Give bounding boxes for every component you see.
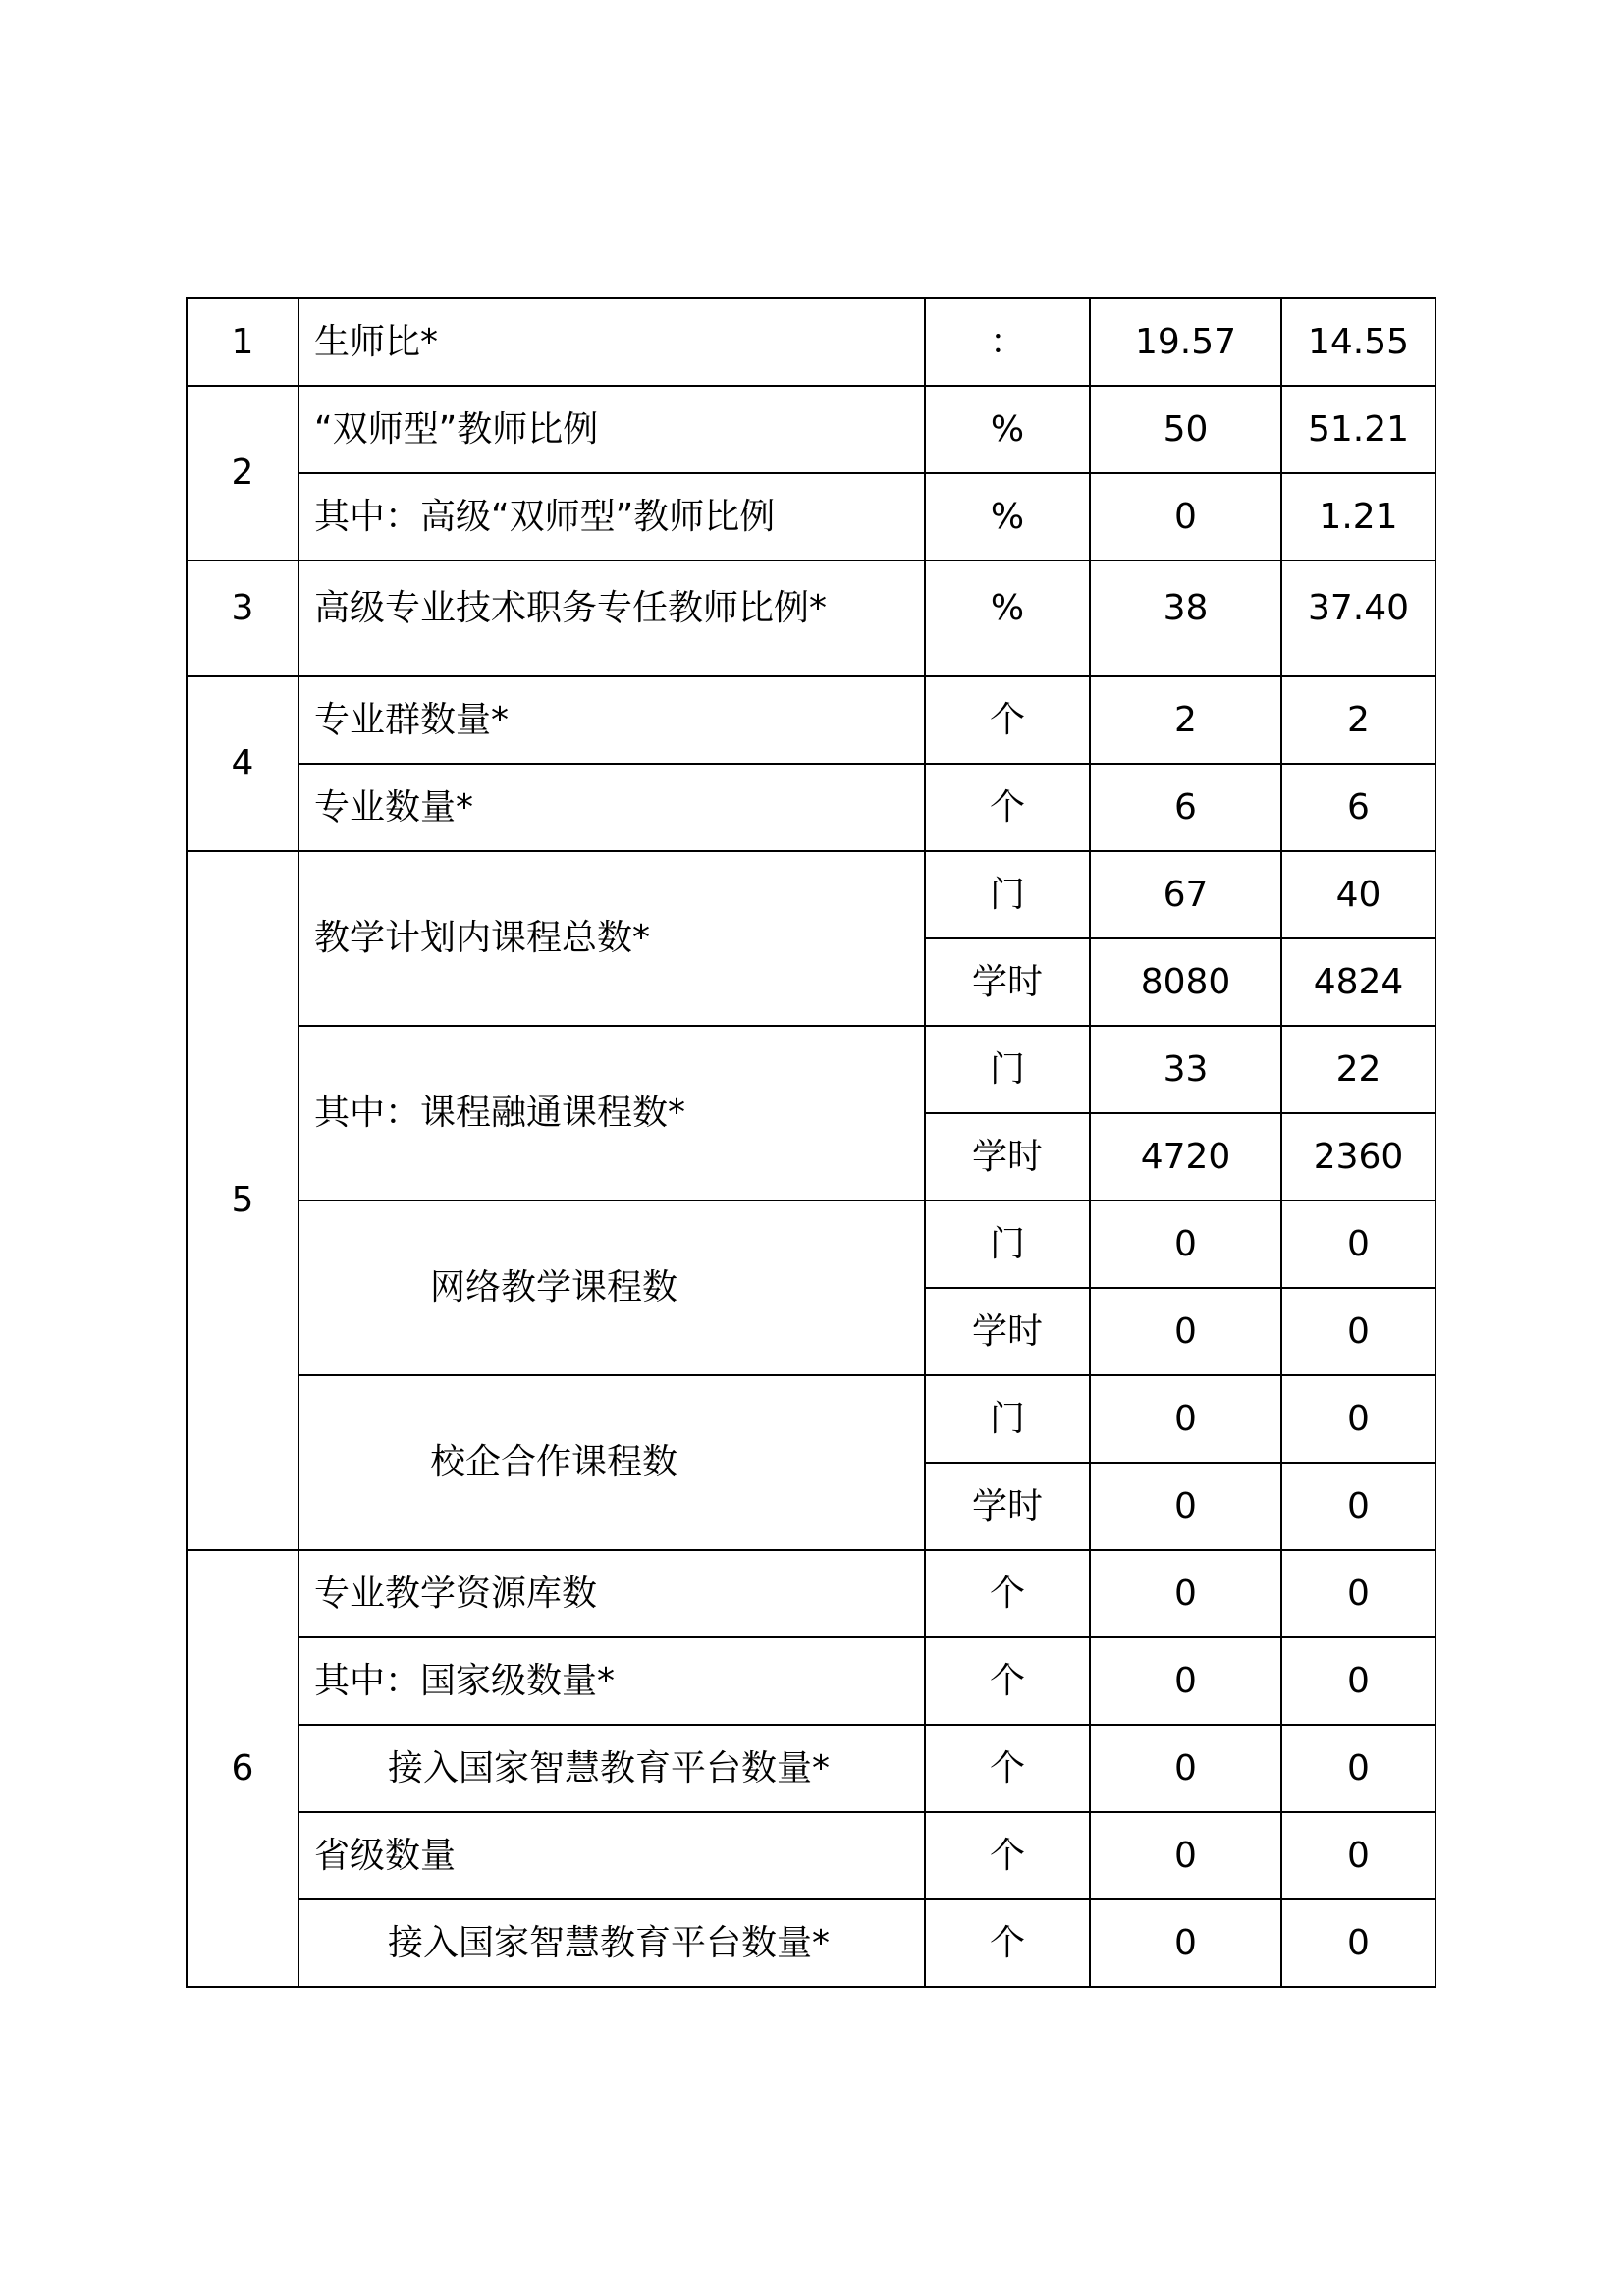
table-row [187, 1637, 1435, 1725]
row-number: 2 [187, 386, 298, 561]
table-row [187, 561, 1435, 676]
unit-cell: 学时 [925, 938, 1090, 1026]
value-cell: 50 [1090, 386, 1281, 473]
value-cell: 0 [1281, 1375, 1435, 1463]
indicator-name: 校企合作课程数 [298, 1375, 925, 1550]
unit-cell: 门 [925, 1026, 1090, 1113]
table-row [187, 1725, 1435, 1812]
unit-cell: % [925, 386, 1090, 473]
row-number: 3 [187, 561, 298, 676]
value-cell: 0 [1281, 1725, 1435, 1812]
indicator-name: 其中：课程融通课程数* [298, 1026, 925, 1201]
table-row [187, 1550, 1435, 1637]
value-cell: 0 [1090, 1288, 1281, 1375]
unit-cell: % [925, 561, 1090, 676]
value-cell: 0 [1090, 1375, 1281, 1463]
table-row [187, 473, 1435, 561]
table-row [187, 1375, 1435, 1463]
table-row [187, 1812, 1435, 1899]
table-row [187, 764, 1435, 851]
unit-cell: ： [925, 298, 1090, 386]
table-row [187, 1201, 1435, 1288]
unit-cell: 个 [925, 1899, 1090, 1987]
unit-cell: 个 [925, 676, 1090, 764]
table-row [187, 851, 1435, 938]
indicator-name: 专业群数量* [298, 676, 925, 764]
value-cell: 19.57 [1090, 298, 1281, 386]
table-row [187, 386, 1435, 473]
unit-cell: 学时 [925, 1463, 1090, 1550]
unit-cell: 个 [925, 1637, 1090, 1725]
value-cell: 0 [1090, 1899, 1281, 1987]
unit-cell: 学时 [925, 1113, 1090, 1201]
unit-cell: 门 [925, 851, 1090, 938]
value-cell: 37.40 [1281, 561, 1435, 676]
value-cell: 0 [1281, 1463, 1435, 1550]
value-cell: 22 [1281, 1026, 1435, 1113]
row-number: 1 [187, 298, 298, 386]
value-cell: 0 [1090, 1463, 1281, 1550]
indicator-name: 省级数量 [298, 1812, 925, 1899]
value-cell: 1.21 [1281, 473, 1435, 561]
value-cell: 0 [1090, 473, 1281, 561]
value-cell: 0 [1090, 1637, 1281, 1725]
value-cell: 6 [1090, 764, 1281, 851]
value-cell: 33 [1090, 1026, 1281, 1113]
value-cell: 40 [1281, 851, 1435, 938]
value-cell: 0 [1281, 1899, 1435, 1987]
unit-cell: 个 [925, 764, 1090, 851]
indicator-name: 其中：国家级数量* [298, 1637, 925, 1725]
value-cell: 51.21 [1281, 386, 1435, 473]
value-cell: 0 [1281, 1637, 1435, 1725]
value-cell: 0 [1281, 1550, 1435, 1637]
indicator-name: 生师比* [298, 298, 925, 386]
value-cell: 14.55 [1281, 298, 1435, 386]
unit-cell: 门 [925, 1375, 1090, 1463]
value-cell: 0 [1090, 1812, 1281, 1899]
indicator-name: 接入国家智慧教育平台数量* [298, 1725, 925, 1812]
value-cell: 0 [1281, 1201, 1435, 1288]
unit-cell: 门 [925, 1201, 1090, 1288]
value-cell: 2 [1090, 676, 1281, 764]
value-cell: 2 [1281, 676, 1435, 764]
table-row [187, 1026, 1435, 1113]
row-number: 4 [187, 676, 298, 851]
unit-cell: 个 [925, 1550, 1090, 1637]
value-cell: 2360 [1281, 1113, 1435, 1201]
indicator-name: 专业数量* [298, 764, 925, 851]
value-cell: 0 [1090, 1725, 1281, 1812]
unit-cell: % [925, 473, 1090, 561]
table-row [187, 676, 1435, 764]
unit-cell: 个 [925, 1812, 1090, 1899]
value-cell: 8080 [1090, 938, 1281, 1026]
indicator-name: 网络教学课程数 [298, 1201, 925, 1375]
value-cell: 0 [1281, 1812, 1435, 1899]
indicator-name: 教学计划内课程总数* [298, 851, 925, 1026]
table-row [187, 1899, 1435, 1987]
unit-cell: 个 [925, 1725, 1090, 1812]
indicator-name: 高级专业技术职务专任教师比例* [298, 561, 925, 676]
indicator-name: 接入国家智慧教育平台数量* [298, 1899, 925, 1987]
indicator-name: 其中：高级“双师型”教师比例 [298, 473, 925, 561]
value-cell: 0 [1090, 1201, 1281, 1288]
table-row [187, 298, 1435, 386]
indicator-name: 专业教学资源库数 [298, 1550, 925, 1637]
indicator-table [186, 297, 1436, 1988]
row-number: 5 [187, 851, 298, 1550]
value-cell: 67 [1090, 851, 1281, 938]
value-cell: 38 [1090, 561, 1281, 676]
value-cell: 4720 [1090, 1113, 1281, 1201]
unit-cell: 学时 [925, 1288, 1090, 1375]
indicator-name: “双师型”教师比例 [298, 386, 925, 473]
value-cell: 0 [1090, 1550, 1281, 1637]
value-cell: 6 [1281, 764, 1435, 851]
row-number: 6 [187, 1550, 298, 1987]
value-cell: 4824 [1281, 938, 1435, 1026]
value-cell: 0 [1281, 1288, 1435, 1375]
